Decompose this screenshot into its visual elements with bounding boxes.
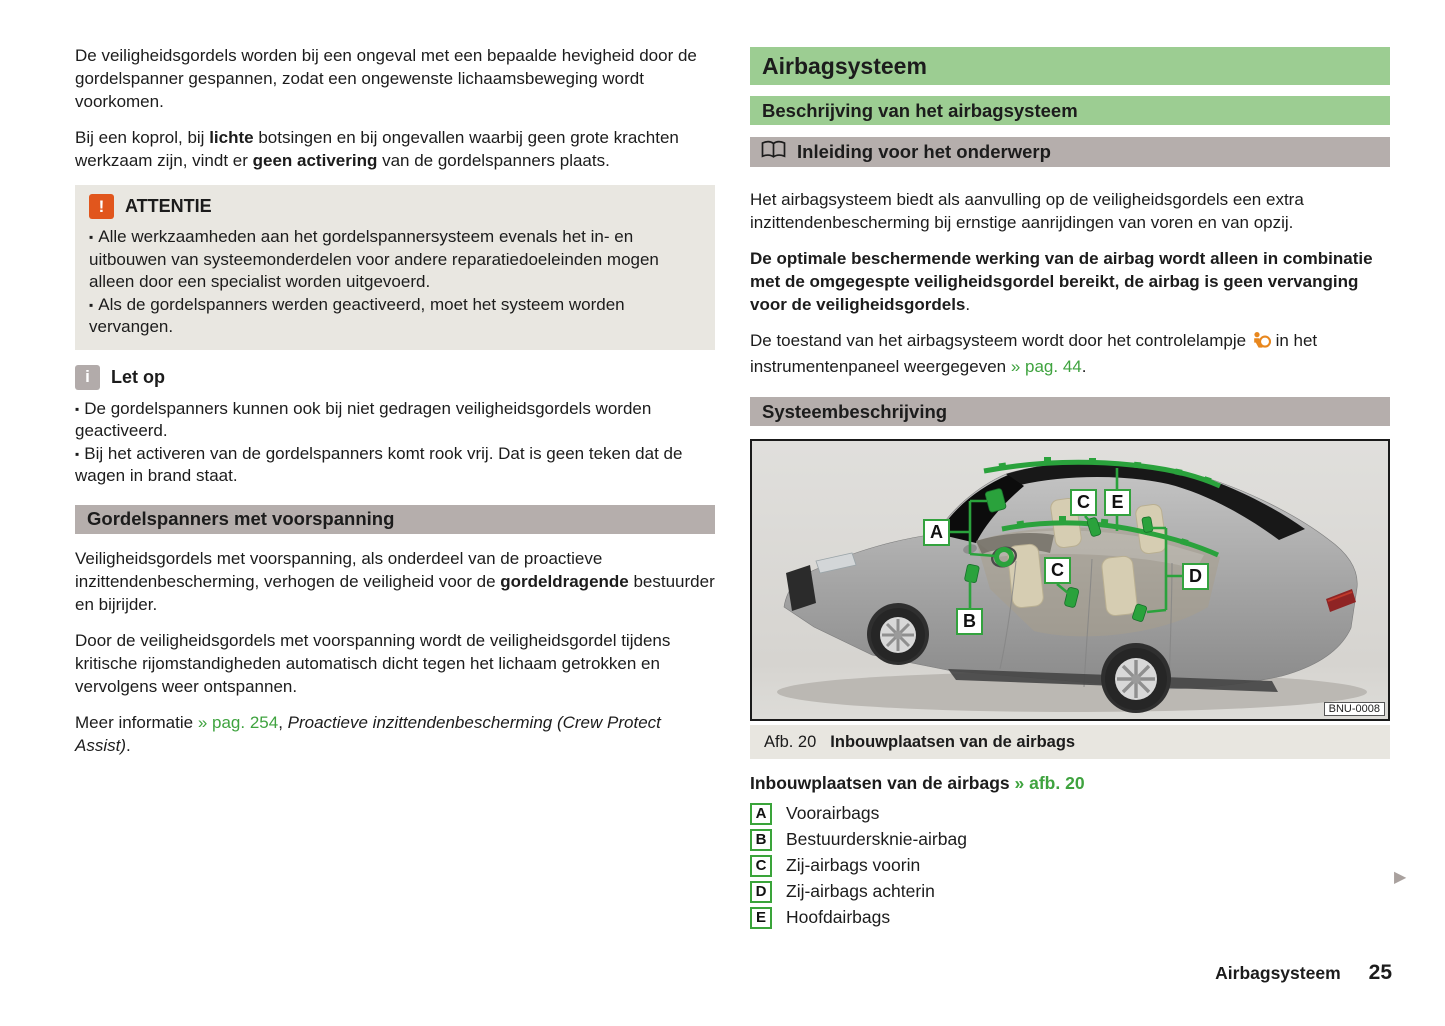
attention-title-row [89,194,701,219]
paragraph-text: Veiligheidsgordels met voorspanning, als onderdeel van de proactieve inzittendenbescherming, verhogen de veiligheid voor de [75,548,603,591]
paragraph-text: botsingen en bij ongevallen waarbij geen grote krachten werkzaam zijn, vindt er [75,128,679,170]
continuation-arrow-icon: ▶ [1394,869,1407,886]
figure-label-c-front-mid: C [1044,557,1071,584]
bullet-text: Als de gordelspanners werden geactiveerd, moet het systeem worden vervangen. [89,294,625,336]
attention-bullet [89,294,701,339]
subsection-title: Inleiding voor het onderwerp [797,141,1051,162]
warning-icon: ! [89,194,114,219]
figure-label-b: B [956,608,983,635]
footer-section-label: Airbagsysteem [1215,963,1341,983]
legend-item-b [750,829,1390,850]
note-bullet [75,443,715,488]
paragraph-text: Het airbagsysteem biedt als aanvulling op de veiligheidsgordels een extra inzittendenbescherming bij ernstige aanrijdingen van voren en van opzij. [750,190,1304,232]
paragraph-text: , [278,712,288,732]
airbag-warning-lamp-icon [1251,331,1271,355]
figure-image-code: BNU-0008 [1324,702,1385,716]
paragraph-text: Bij een koprol, bij [75,128,210,147]
subsection-title-bar [750,137,1390,167]
paragraph [75,547,715,616]
attention-box [75,185,715,350]
paragraph [75,711,715,757]
chapter-title-bar [750,47,1390,85]
legend-label: Voorairbags [786,803,880,823]
paragraph-text: . [126,735,131,755]
emphasis-text: De optimale beschermende werking van de airbag wordt alleen in combinatie met de omgegespte veiligheidsgordel bereikt, de airbag is geen vervanging voor de veiligheidsgordels [750,249,1373,314]
legend-item-d [750,881,1390,902]
attention-bullet [89,226,701,294]
paragraph [75,126,715,172]
afb-20-link[interactable]: » afb. 20 [1014,773,1085,793]
paragraph-text: Door de veiligheidsgordels met voorspanning wordt de veiligheidsgordel tijdens kritische rijomstandigheden automatisch dicht tegen het lichaam getrokken en vervolgens weer ontspannen. [75,630,671,696]
legend-item-c [750,855,1390,876]
legend-label: Zij-airbags achterin [786,881,935,901]
section-title: Beschrijving van het airbagsysteem [762,99,1078,121]
emphasis-text: lichte [209,128,254,147]
italic-text: Proactieve inzittendenbescherming (Crew Protect Assist) [75,712,661,755]
legend-heading [750,773,1390,794]
legend-label: Zij-airbags voorin [786,855,921,875]
bullet-icon: ▪ [75,446,80,461]
paragraph [750,329,1390,378]
section-bar-label: Gordelspanners met voorspanning [87,508,395,529]
paragraph-text: in het instrumentenpaneel weergegeven [750,331,1318,376]
section-bar-systeembeschrijving [750,397,1390,426]
bullet-text: Alle werkzaamheden aan het gordelspannersysteem evenals het in- en uitbouwen van systeemonderdelen voor andere reparatiedoeleinden mogen alleen door een specialist worden uitgevoerd. [89,227,659,291]
paragraph [75,44,715,113]
note-section [75,365,715,488]
legend-key-a: A [750,803,772,825]
paragraph-text: . [1081,357,1087,376]
figure-caption [750,725,1390,759]
left-column [75,44,715,770]
paragraph-text: De toestand van het airbagsysteem wordt door het controlelampje [750,331,1251,350]
paragraph [75,629,715,698]
figure-label-c-front-top: C [1070,489,1097,516]
paragraph [750,188,1390,234]
legend-label: Hoofdairbags [786,907,891,927]
airbag-locations-figure [750,439,1390,721]
chapter-title: Airbagsysteem [762,52,927,79]
book-icon [760,140,787,165]
note-title: Let op [111,366,165,387]
bullet-icon: ▪ [89,230,94,244]
legend-key-c: C [750,855,772,877]
footer-page-number: 25 [1368,961,1392,984]
legend-key-d: D [750,881,772,903]
bullet-text: Bij het activeren van de gordelspanners komt rook vrij. Dat is geen teken dat de wagen in brand staat. [75,443,683,485]
legend-key-b: B [750,829,772,851]
bullet-icon: ▪ [75,401,80,416]
figure-caption-number: Afb. 20 [764,732,817,751]
figure-label-e: E [1104,489,1131,516]
figure-label-d: D [1182,563,1209,590]
legend-label: Bestuurdersknie-airbag [786,829,967,849]
emphasis-text: geen activering [252,151,378,170]
page-44-link[interactable]: » pag. 44 [1010,357,1082,376]
bullet-text: De gordelspanners kunnen ook bij niet gedragen veiligheidsgordels worden geactiveerd. [75,398,652,440]
section-title-bar [750,96,1390,125]
paragraph-text: De veiligheidsgordels worden bij een ongeval met een bepaalde hevigheid door de gordelspanner gespannen, zodat een ongewenste lichaamsbeweging wordt voorkomen. [75,46,697,111]
paragraph [750,247,1390,316]
legend-key-e: E [750,907,772,929]
page-254-link[interactable]: » pag. 254 [197,712,279,732]
figure-caption-text: Inbouwplaatsen van de airbags [830,732,1076,751]
note-bullet [75,398,715,443]
legend-heading-text: Inbouwplaatsen van de airbags [750,773,1015,793]
right-column [750,47,1390,933]
info-icon: i [75,365,100,390]
note-title-row [75,365,715,390]
legend-item-e [750,907,1390,928]
paragraph-text: Meer informatie [75,712,198,732]
page-footer [1215,961,1392,985]
paragraph-text: bestuurder en bijrijder. [75,571,715,614]
section-bar-label: Systeembeschrijving [762,400,948,422]
emphasis-text: gordeldragende [500,571,629,591]
section-bar-gordelspanners [75,505,715,534]
attention-title: ATTENTIE [125,196,212,216]
legend-item-a [750,803,1390,824]
paragraph-text: van de gordelspanners plaats. [377,151,610,170]
paragraph-text: . [965,295,971,314]
figure-label-a: A [923,519,950,546]
bullet-icon: ▪ [89,297,94,312]
